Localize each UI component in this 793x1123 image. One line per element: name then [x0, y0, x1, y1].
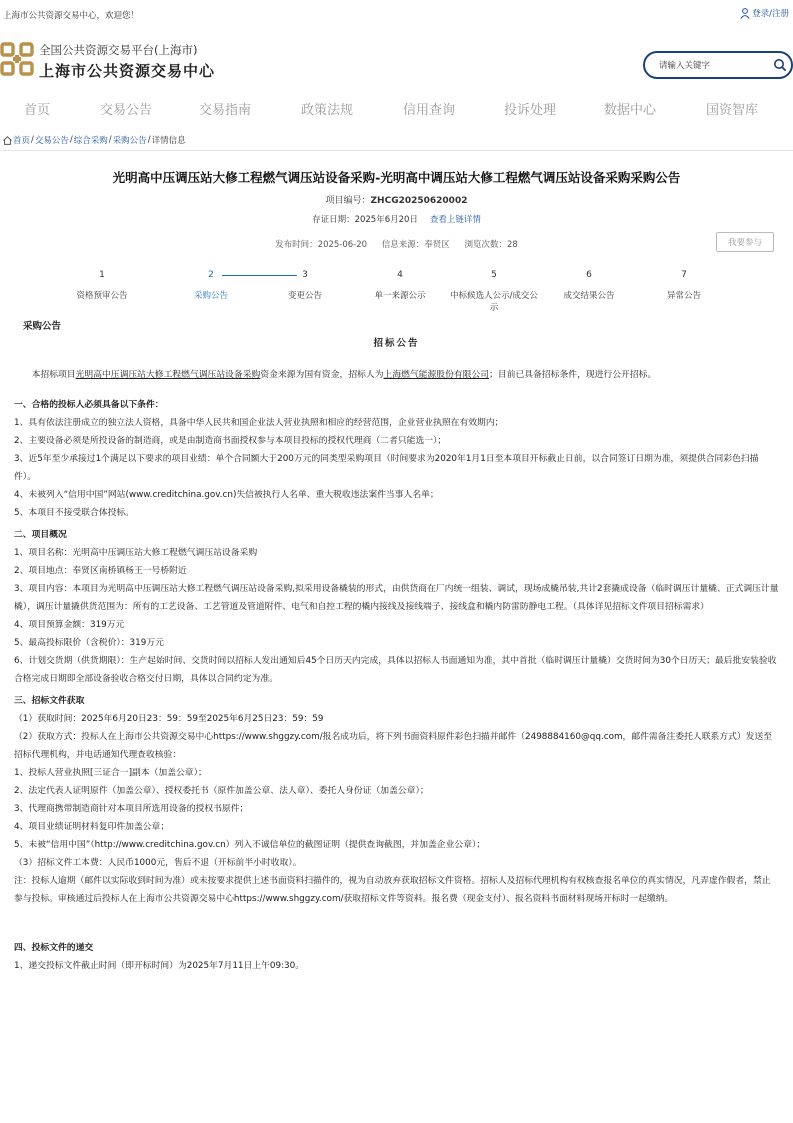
nav-policy[interactable]: 政策法规: [301, 103, 354, 118]
breadcrumb: 首页 / 交易公告 / 综合采购 / 采购公告 / 详情信息: [3, 134, 186, 146]
step-candidates[interactable]: 5 中标候选人公示/成交公示: [450, 270, 538, 313]
user-icon: [740, 8, 750, 19]
overview-3: 3、项目内容：本项目为光明高中压调压站大修工程燃气调压站设备采购,拟采用设备橇装的形式，由供货商在厂内统一组装、调试，现场成橇吊装,共计2套撬成设备（临时调压计量橇、正式调压计量橇），调压计量撬供货范围为：所有的工艺设备、工艺管道及管道附件、电气和自控工程的橇内接线及接线端子、接线盒和橇内防雷防静电工程。（具体详见招标文件项目招标需求）: [14, 584, 779, 612]
step-single-source[interactable]: 4 单一来源公示: [374, 270, 426, 301]
qualification-2: 2、主要设备必须是所投设备的制造商，或是由制造商书面授权参与本项目投标的授权代理商（二者只能选一）；: [14, 436, 447, 446]
nav-guide[interactable]: 交易指南: [199, 103, 252, 118]
nav-think-tank[interactable]: 国资智库: [706, 103, 759, 118]
heading-qualification: 一、合格的投标人必须具备以下条件：: [14, 400, 164, 410]
obtain-doc-4: 4、项目业绩证明材料复印件加盖公章；: [14, 822, 170, 832]
overview-4: 4、项目预算金额：319万元: [14, 620, 125, 630]
heading-obtain: 三、招标文件获取: [14, 696, 85, 706]
obtain-method: （2）获取方式：投标人在上海市公共资源交易中心https://www.shggzy.com/报名成功后，将下列书面资料原件彩色扫描并邮件（2498884160@qq.com，邮件需备注委托人联系方式）发送至招标代理机构，并电话通知代理查收核验：: [14, 732, 773, 760]
qualification-5: 5、本项目不接受联合体投标。: [14, 508, 134, 518]
qualification-4: 4、未被列入“信用中国”网站(www.creditchina.gov.cn)失信被执行人名单、重大税收违法案件当事人名单；: [14, 490, 439, 500]
process-steps: [0, 270, 793, 320]
breadcrumb-current: 详情信息: [151, 136, 186, 146]
view-count: 浏览次数：28: [464, 240, 518, 250]
heading-overview: 二、项目概况: [14, 530, 67, 540]
step-change[interactable]: 3 变更公告: [287, 270, 322, 301]
divider: [0, 150, 793, 151]
logo-icon: [0, 42, 34, 76]
search-box: [643, 51, 793, 79]
breadcrumb-comprehensive[interactable]: 综合采购: [73, 136, 108, 146]
intro-paragraph: 本招标项目光明高中压调压站大修工程燃气调压站设备采购资金来源为国有资金，招标人为上海燃气能源股份有限公司；目前已具备招标条件，现进行公开招标。: [31, 370, 657, 380]
login-link[interactable]: [740, 7, 789, 19]
search-icon[interactable]: [773, 58, 787, 72]
chain-detail-link[interactable]: 查看上链详情: [429, 215, 481, 225]
project-number-value: ZHCG20250620002: [370, 196, 468, 206]
breadcrumb-home[interactable]: 首页: [13, 136, 31, 146]
obtain-fee: （3）招标文件工本费：人民币1000元，售后不退（开标前半小时收取）。: [14, 858, 302, 868]
overview-1: 1、项目名称：光明高中压调压站大修工程燃气调压站设备采购: [14, 548, 258, 558]
top-bar: [0, 0, 793, 28]
info-source: 信息来源：奉贤区: [381, 240, 450, 250]
nav-data[interactable]: 数据中心: [604, 103, 657, 118]
obtain-time: （1）获取时间：2025年6月20日23：59：59至2025年6月25日23：59：59: [14, 714, 324, 724]
platform-name: 全国公共资源交易平台(上海市): [39, 43, 198, 57]
obtain-doc-5: 5、未被“信用中国”（http://www.creditchina.gov.cn）列入不诚信单位的截图证明（提供查询截图，并加盖企业公章）；: [14, 840, 486, 850]
qualification-3: 3、近5年至少承接过1个满足以下要求的项目业绩：单个合同额大于200万元的同类型采购项目（时间要求为2020年1月1日至本项目开标截止日前，以合同签订日期为准，须提供合同彩色扫描件）。: [14, 454, 759, 482]
breadcrumb-announcements[interactable]: 交易公告: [34, 136, 69, 146]
publish-time: 发布时间：2025-06-20: [275, 240, 368, 250]
main-nav: [0, 91, 793, 121]
submission-1: 1、递交投标文件截止时间（即开标时间）为2025年7月11日上午09:30。: [14, 961, 305, 971]
page-title: 光明高中压调压站大修工程燃气调压站设备采购-光明高中调压站大修工程燃气调压站设备采购采购公告: [112, 170, 681, 185]
notice-subtitle: 招标公告: [373, 338, 420, 349]
notice-meta: [0, 238, 793, 250]
breadcrumb-procurement[interactable]: 采购公告: [112, 136, 147, 146]
search-input[interactable]: [657, 57, 771, 75]
step-result[interactable]: 6 成交结果公告: [563, 270, 615, 301]
nav-complaint[interactable]: 投诉处理: [504, 103, 557, 118]
notice-body: [14, 366, 779, 975]
store-date: 存证日期：2025年6月20日 查看上链详情: [312, 215, 481, 225]
obtain-doc-1: 1、投标人营业执照[三证合一]副本（加盖公章）；: [14, 768, 207, 778]
welcome-text: 上海市公共资源交易中心，欢迎您！: [3, 11, 140, 21]
step-procurement[interactable]: 2 采购公告: [193, 270, 228, 301]
qualification-1: 1、具有依法注册成立的独立法人资格，具备中华人民共和国企业法人营业执照和相应的经营范围，企业营业执照在有效期内；: [14, 418, 504, 428]
step-prequal[interactable]: 1 资格预审公告: [76, 270, 128, 301]
nav-home[interactable]: 首页: [24, 103, 51, 118]
login-label: 登录/注册: [752, 9, 789, 19]
participate-button[interactable]: 我要参与: [716, 232, 774, 252]
center-name: 上海市公共资源交易中心: [39, 62, 216, 80]
section-label: 采购公告: [23, 321, 62, 332]
project-number: 项目编号：ZHCG20250620002: [325, 196, 468, 206]
nav-credit[interactable]: 信用查询: [403, 103, 456, 118]
heading-submission: 四、投标文件的递交: [14, 943, 94, 953]
obtain-doc-2: 2、法定代表人证明原件（加盖公章）、授权委托书（原件加盖公章、法人章）、委托人身份证（加盖公章）；: [14, 786, 429, 796]
overview-6: 6、计划交货期（供货期限）：生产起始时间、交货时间以招标人发出通知后45个日历天内完成，具体以招标人书面通知为准，其中首批（临时调压计量橇）交货时间为30个日历天；最后批安装验收合格完成日期即全部设备验收合格交付日期，具体以合同约定为准。: [14, 656, 777, 684]
nav-announcements[interactable]: 交易公告: [100, 103, 153, 118]
home-icon: [3, 136, 12, 145]
overview-5: 5、最高投标限价（含税价）：319万元: [14, 638, 164, 648]
overview-2: 2、项目地点：奉贤区南桥镇杨王一号桥附近: [14, 566, 187, 576]
obtain-doc-3: 3、代理商携带制造商针对本项目所选用设备的授权书原件；: [14, 804, 249, 814]
obtain-note: 注：投标人逾期（邮件以实际收到时间为准）或未按要求提供上述书面资料扫描件的，视为自动放弃获取招标文件资格。招标人及招标代理机构有权核查报名单位的真实情况，凡弄虚作假者，禁止参与投标。审核通过后投标人在上海市公共资源交易中心https://www.shggzy.com/获取招标文件等资料。报名费（现金支付）、报名资料书面材料现场开标时一起缴纳。: [14, 876, 771, 904]
step-abnormal[interactable]: 7 异常公告: [666, 270, 701, 301]
